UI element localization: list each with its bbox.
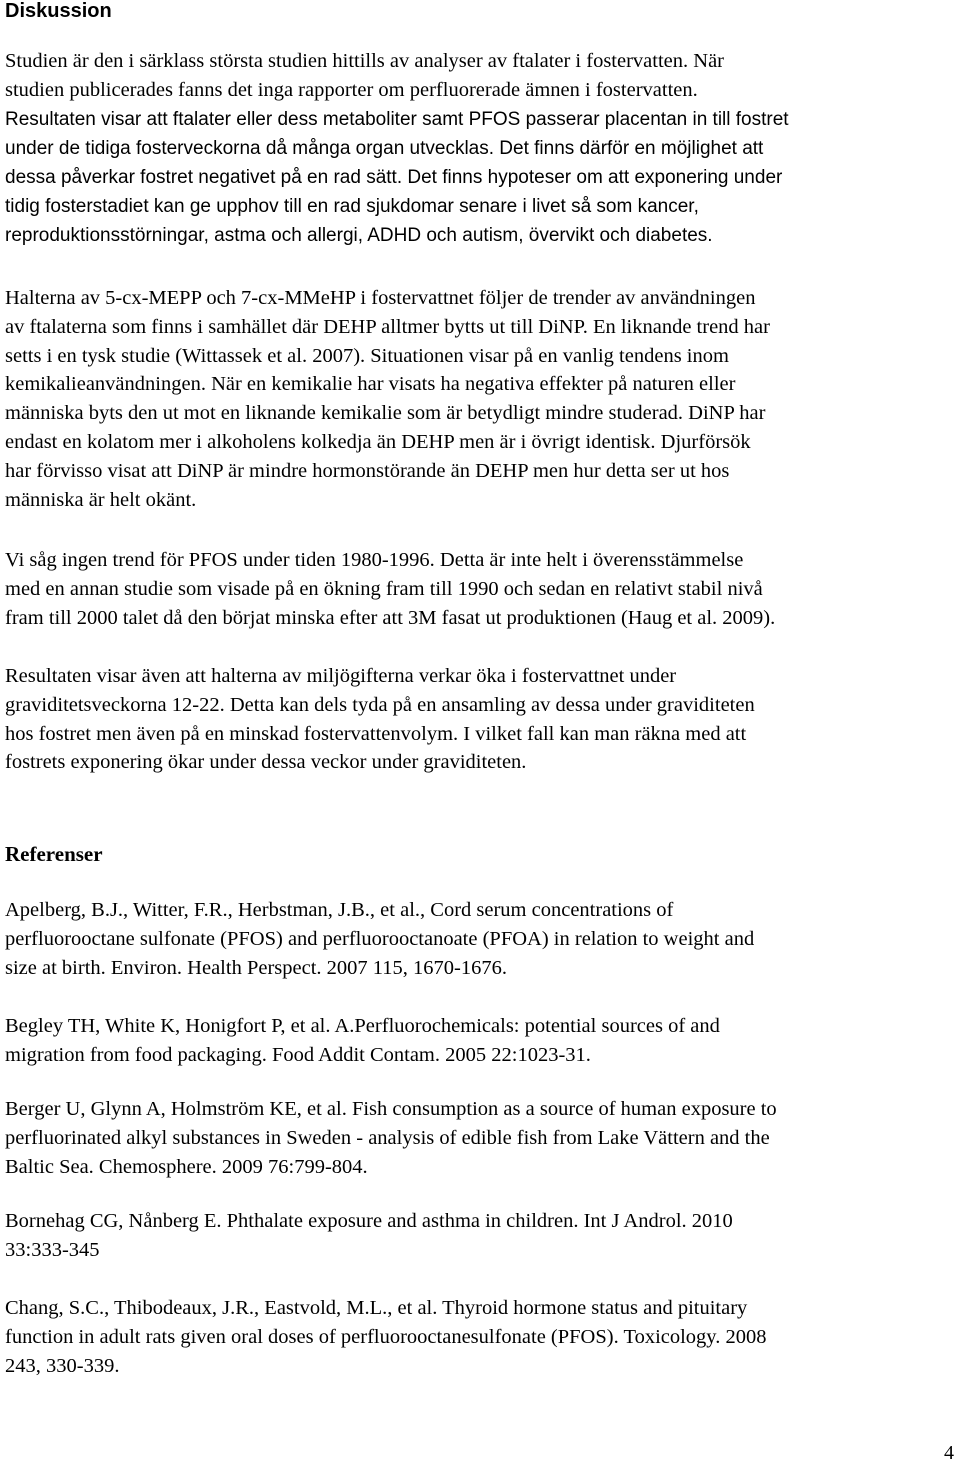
text-line: Berger U, Glynn A, Holmström KE, et al. Fish consumption as a source of human exposure to: [5, 1098, 777, 1120]
reference-item: [5, 1207, 733, 1265]
text-line: Apelberg, B.J., Witter, F.R., Herbstman, J.B., et al., Cord serum concentrations of: [5, 899, 674, 921]
text-line: under de tidiga fosterveckorna då många organ utvecklas. Det finns därför en möjlighet att: [5, 138, 764, 159]
paragraph-1: [5, 47, 724, 105]
text-line: Baltic Sea. Chemosphere. 2009 76:799-804.: [5, 1155, 368, 1178]
text-line: perfluorinated alkyl substances in Sweden - analysis of edible fish from Lake Vättern and the: [5, 1126, 770, 1149]
text-line: Begley TH, White K, Honigfort P, et al. A.Perfluorochemicals: potential sources of and: [5, 1015, 720, 1037]
text-line: hos fostret men även på en minskad fostervattenvolym. I vilket fall kan man räkna med att: [5, 722, 747, 745]
reference-item: [5, 1294, 766, 1380]
text-line: människa är helt okänt.: [5, 488, 197, 511]
paragraph-5: [5, 662, 755, 777]
text-line: endast en kolatom mer i alkoholens kolkedja än DEHP men är i övrigt identisk. Djurförsök: [5, 430, 751, 453]
text-line: 243, 330-339.: [5, 1354, 120, 1377]
text-line: function in adult rats given oral doses of perfluorooctanesulfonate (PFOS). Toxicology. 2008: [5, 1325, 767, 1348]
reference-item: [5, 1095, 777, 1181]
text-line: dessa påverkar fostret negativet på en rad sätt. Det finns hypoteser om att exponering under: [5, 167, 783, 188]
text-line: kemikalieanvändningen. När en kemikalie har visats ha negativa effekter på naturen eller: [5, 373, 736, 396]
text-line: migration from food packaging. Food Addit Contam. 2005 22:1023-31.: [5, 1043, 591, 1066]
text-line: Resultaten visar även att halterna av miljögifterna verkar öka i fostervattnet under: [5, 665, 677, 687]
paragraph-2: [5, 105, 789, 250]
text-line: perfluorooctane sulfonate (PFOS) and perfluorooctanoate (PFOA) in relation to weight and: [5, 927, 755, 950]
text-line: size at birth. Environ. Health Perspect. 2007 115, 1670-1676.: [5, 956, 507, 979]
text-line: 33:333-345: [5, 1238, 100, 1261]
text-line: graviditetsveckorna 12-22. Detta kan dels tyda på en ansamling av dessa under graviditeten: [5, 693, 755, 716]
section-heading-discussion: Diskussion: [5, 0, 112, 22]
text-line: setts i en tysk studie (Wittassek et al. 2007). Situationen visar på en vanlig tendens inom: [5, 344, 729, 367]
text-line: tidig fosterstadiet kan ge upphov till en rad sjukdomar senare i livet så som kancer,: [5, 196, 699, 217]
text-line: Chang, S.C., Thibodeaux, J.R., Eastvold, M.L., et al. Thyroid hormone status and pituitary: [5, 1297, 748, 1319]
section-heading-references: Referenser: [5, 842, 103, 866]
text-line: Vi såg ingen trend för PFOS under tiden 1980-1996. Detta är inte helt i överensstämmelse: [5, 549, 744, 571]
text-line: Halterna av 5-cx-MEPP och 7-cx-MMeHP i fostervattnet följer de trender av användningen: [5, 287, 756, 309]
reference-item: [5, 896, 754, 982]
text-line: av ftalaterna som finns i samhället där DEHP alltmer bytts ut till DiNP. En liknande trend har: [5, 315, 770, 338]
text-line: reproduktionsstörningar, astma och allergi, ADHD och autism, övervikt och diabetes.: [5, 225, 713, 246]
text-line: med en annan studie som visade på en ökning fram till 1990 och sedan en relativt stabil nivå: [5, 577, 763, 600]
text-line: studien publicerades fanns det inga rapporter om perfluorerade ämnen i fostervatten.: [5, 78, 698, 101]
page-number: 4: [944, 1442, 954, 1464]
paragraph-4: [5, 546, 775, 632]
text-line: fostrets exponering ökar under dessa veckor under graviditeten.: [5, 751, 527, 774]
text-line: har förvisso visat att DiNP är mindre hormonstörande än DEHP men hur detta ser ut hos: [5, 459, 730, 482]
text-line: Studien är den i särklass största studien hittills av analyser av ftalater i fostervatten. När: [5, 50, 725, 72]
text-line: Bornehag CG, Nånberg E. Phthalate exposure and asthma in children. Int J Androl. 2010: [5, 1210, 733, 1232]
text-line: människa byts den ut mot en liknande kemikalie som är betydligt mindre studerad. DiNP har: [5, 402, 766, 425]
text-line: fram till 2000 talet då den börjat minska efter att 3M fasat ut produktionen (Haug et al. 2009).: [5, 606, 776, 629]
text-line: Resultaten visar att ftalater eller dess metaboliter samt PFOS passerar placentan in till fostret: [5, 109, 789, 130]
paragraph-3: [5, 284, 770, 514]
reference-item: [5, 1012, 720, 1070]
